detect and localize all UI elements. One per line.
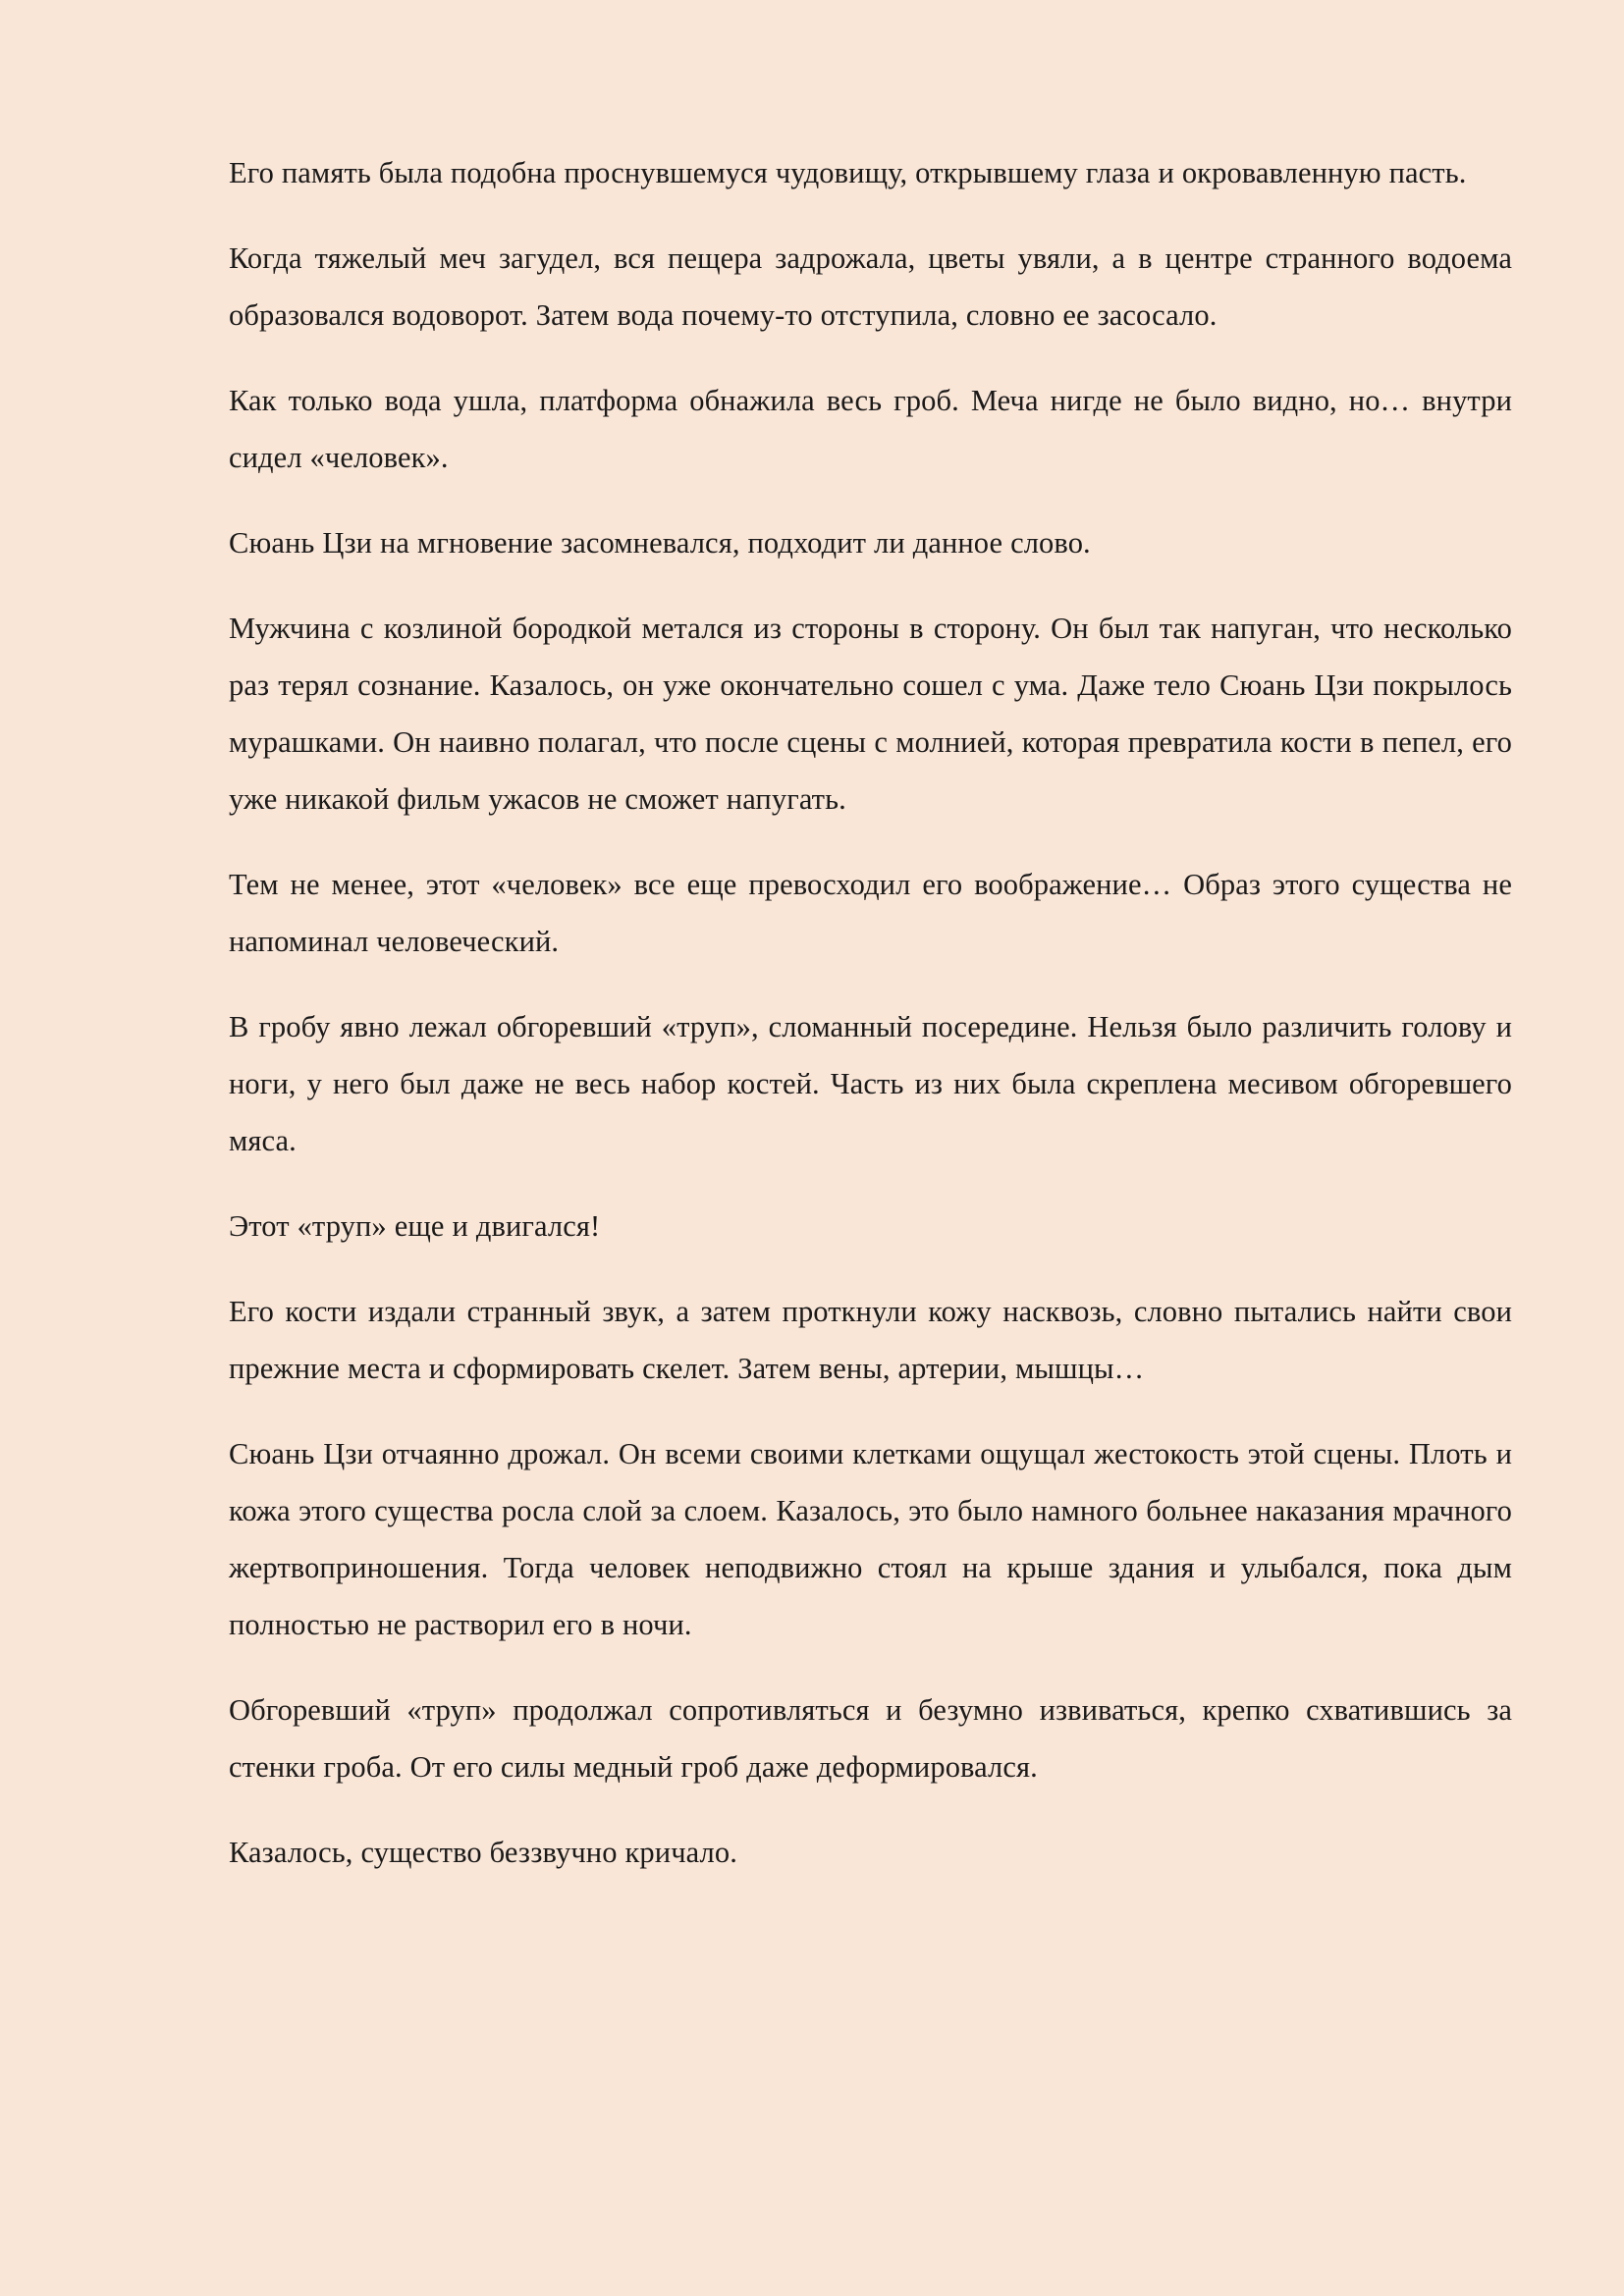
paragraph: Сюань Цзи на мгновение засомневался, подходит ли данное слово. bbox=[229, 526, 1091, 560]
paragraph: Как только вода ушла, платформа обнажила весь гроб. Меча нигде не было видно, но… внутри сидел «человек». bbox=[229, 384, 1512, 474]
paragraph: Этот «труп» еще и двигался! bbox=[229, 1209, 601, 1243]
paragraph: Его кости издали странный звук, а затем проткнули кожу насквозь, словно пытались найти свои прежние места и сформировать скелет. Затем вены, артерии, мышцы… bbox=[229, 1295, 1512, 1385]
text-column bbox=[229, 144, 1512, 1881]
paragraph: Когда тяжелый меч загудел, вся пещера задрожала, цветы увяли, а в центре странного водоема образовался водоворот. Затем вода почему-то отступила, словно ее засосало. bbox=[229, 241, 1512, 332]
paragraph: Сюань Цзи отчаянно дрожал. Он всеми своими клетками ощущал жестокость этой сцены. Плоть и кожа этого существа росла слой за слоем. Казалось, это было намного больнее наказания мрачного жертвоприношения. Тогда человек неподвижно стоял на крыше здания и улыбался, пока дым полностью не растворил его в ночи. bbox=[229, 1437, 1512, 1641]
paragraph: Его память была подобна проснувшемуся чудовищу, открывшему глаза и окровавленную пасть. bbox=[229, 156, 1467, 189]
paragraph: Казалось, существо беззвучно кричало. bbox=[229, 1836, 737, 1869]
paragraph: Обгоревший «труп» продолжал сопротивляться и безумно извиваться, крепко схватившись за стенки гроба. От его силы медный гроб даже деформировался. bbox=[229, 1693, 1512, 1784]
paragraph: В гробу явно лежал обгоревший «труп», сломанный посередине. Нельзя было различить голову и ноги, у него был даже не весь набор костей. Часть из них была скреплена месивом обгоревшего мяса. bbox=[229, 1010, 1512, 1157]
paragraph: Мужчина с козлиной бородкой метался из стороны в сторону. Он был так напуган, что несколько раз терял сознание. Казалось, он уже окончательно сошел с ума. Даже тело Сюань Цзи покрылось мурашками. Он наивно полагал, что после сцены с молнией, которая превратила кости в пепел, его уже никакой фильм ужасов не сможет напугать. bbox=[229, 612, 1512, 816]
paragraph: Тем не менее, этот «человек» все еще превосходил его воображение… Образ этого существа не напоминал человеческий. bbox=[229, 868, 1512, 958]
